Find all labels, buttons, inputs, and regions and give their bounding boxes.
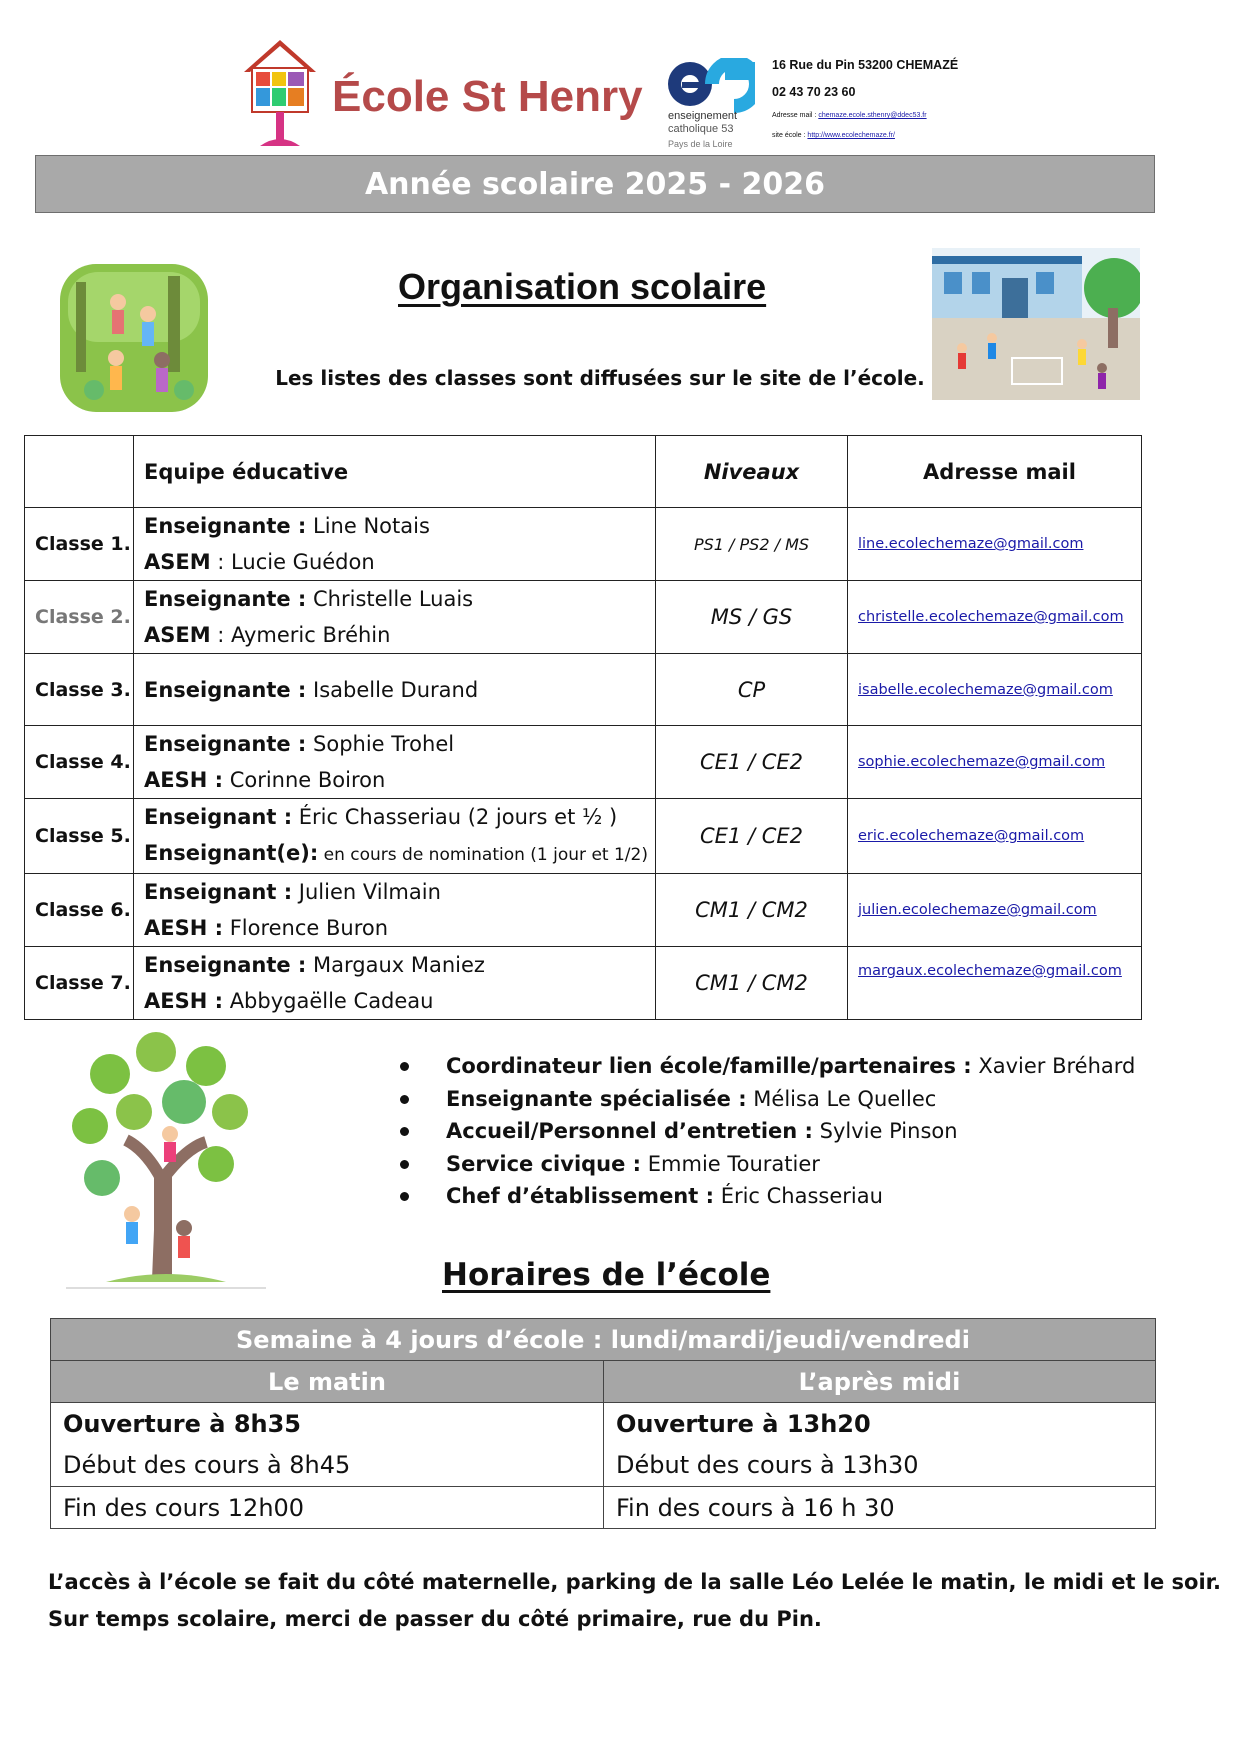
header-class — [25, 436, 134, 508]
class-name: Classe 2. — [25, 581, 134, 654]
header-level: Niveaux — [656, 436, 848, 508]
staff-name: : Aymeric Bréhin — [210, 623, 391, 647]
table-row — [25, 799, 1142, 874]
staff-name: Margaux Maniez — [306, 953, 485, 977]
school-name: École St Henry — [332, 72, 643, 121]
afternoon-end: Fin des cours à 16 h 30 — [604, 1487, 1156, 1529]
class-name: Classe 1. — [25, 508, 134, 581]
ec-logo-text-3: Pays de la Loire — [668, 139, 733, 149]
list-item — [446, 1115, 1135, 1148]
morning-end: Fin des cours 12h00 — [51, 1487, 604, 1529]
teacher-mail-link[interactable]: sophie.ecolechemaze@gmail.com — [858, 754, 1106, 770]
mail-cell — [848, 947, 1142, 1020]
ec-logo-text-2: catholique 53 — [668, 123, 734, 135]
staff-role: Enseignante spécialisée : — [446, 1086, 747, 1111]
staff-name: en cours de nomination (1 jour et 1/2) — [318, 845, 648, 865]
staff-name: Éric Chasseriau — [714, 1184, 883, 1208]
role-label: ASEM — [144, 550, 211, 574]
mail-cell — [848, 508, 1142, 581]
level-cell: CP — [656, 654, 848, 726]
ec-logo-text-1: enseignement — [668, 110, 738, 122]
level-cell: CE1 / CE2 — [656, 799, 848, 874]
morning-open: Ouverture à 8h35 — [63, 1409, 302, 1438]
role-label: AESH : — [144, 916, 224, 940]
morning-start: Début des cours à 8h45 — [63, 1450, 351, 1479]
teacher-mail-link[interactable]: julien.ecolechemaze@gmail.com — [858, 902, 1097, 918]
mail-cell — [848, 799, 1142, 874]
role-label: Enseignante : — [144, 514, 307, 538]
school-year-banner: Année scolaire 2025 - 2026 — [35, 155, 1155, 213]
level-cell: CM1 / CM2 — [656, 947, 848, 1020]
staff-name: Abbygaëlle Cadeau — [223, 989, 434, 1013]
staff-name: Emmie Touratier — [641, 1151, 820, 1176]
table-row — [51, 1403, 1156, 1487]
level-cell: PS1 / PS2 / MS — [656, 508, 848, 581]
level-cell: MS / GS — [656, 581, 848, 654]
bullet-icon — [400, 1160, 409, 1169]
school-phone: 02 43 70 23 60 — [772, 85, 856, 99]
staff-name: Line Notais — [306, 514, 430, 538]
table-row — [51, 1487, 1156, 1529]
bullet-icon — [400, 1192, 409, 1201]
header-mail: Adresse mail — [848, 436, 1142, 508]
week-row — [51, 1319, 1156, 1361]
team-cell — [134, 947, 656, 1020]
role-label: ASEM — [144, 623, 211, 647]
level-cell: CE1 / CE2 — [656, 726, 848, 799]
week-header: Semaine à 4 jours d’école : lundi/mardi/jeudi/vendredi — [51, 1319, 1156, 1361]
team-cell — [134, 799, 656, 874]
team-cell — [134, 874, 656, 947]
role-label: Enseignante : — [144, 732, 307, 756]
class-name: Classe 7. — [25, 947, 134, 1020]
team-cell — [134, 726, 656, 799]
staff-name: Florence Buron — [223, 916, 389, 940]
list-item — [446, 1083, 1135, 1116]
forest-children-image-icon — [58, 262, 210, 414]
team-cell — [134, 581, 656, 654]
staff-name: Éric Chasseriau (2 jours et ½ ) — [292, 805, 618, 829]
teacher-mail-link[interactable]: eric.ecolechemaze@gmail.com — [858, 828, 1085, 844]
staff-name: Xavier Bréhard — [971, 1054, 1136, 1078]
staff-name: : Lucie Guédon — [210, 550, 375, 574]
team-cell — [134, 654, 656, 726]
mail-cell — [848, 581, 1142, 654]
staff-name: Isabelle Durand — [306, 677, 479, 702]
class-name: Classe 6. — [25, 874, 134, 947]
staff-role: Service civique : — [446, 1151, 642, 1176]
class-name: Classe 5. — [25, 799, 134, 874]
list-item — [446, 1180, 1135, 1213]
afternoon-header: L’après midi — [604, 1361, 1156, 1403]
header-team: Equipe éducative — [134, 436, 656, 508]
class-name: Classe 4. — [25, 726, 134, 799]
school-site-line — [772, 132, 895, 139]
table-row — [25, 581, 1142, 654]
afternoon-open: Ouverture à 13h20 — [616, 1409, 871, 1438]
class-lists-note-text: Les listes des classes sont diffusées sur le site de l’école. — [275, 366, 925, 390]
class-name: Classe 3. — [25, 654, 134, 726]
teacher-mail-link[interactable]: line.ecolechemaze@gmail.com — [858, 536, 1084, 552]
role-label: Enseignante : — [144, 587, 307, 611]
mail-cell — [848, 874, 1142, 947]
role-label: Enseignant(e): — [144, 841, 319, 865]
hours-title: Horaires de l’école — [442, 1257, 771, 1293]
school-address: 16 Rue du Pin 53200 CHEMAZÉ — [772, 58, 959, 72]
access-note-2: Sur temps scolaire, merci de passer du côté primaire, rue du Pin. — [48, 1607, 822, 1631]
access-note-1: L’accès à l’école se fait du côté maternelle, parking de la salle Léo Lelée le matin, le midi et le soir. — [48, 1570, 1222, 1594]
morning-header: Le matin — [51, 1361, 604, 1403]
afternoon-start: Début des cours à 13h30 — [616, 1450, 919, 1479]
table-row — [25, 874, 1142, 947]
teacher-mail-link[interactable]: margaux.ecolechemaze@gmail.com — [858, 963, 1122, 979]
tree-children-image-icon — [66, 1030, 266, 1290]
staff-name: Sylvie Pinson — [812, 1119, 958, 1143]
page-title: Organisation scolaire — [398, 266, 767, 307]
bullet-icon — [400, 1095, 409, 1104]
staff-role: Coordinateur lien école/famille/partenaires : — [446, 1054, 972, 1078]
bullet-icon — [400, 1062, 409, 1071]
list-item — [446, 1050, 1135, 1083]
table-row — [25, 508, 1142, 581]
class-lists-note — [0, 366, 1200, 390]
teacher-mail-link[interactable]: isabelle.ecolechemaze@gmail.com — [858, 681, 1113, 698]
role-label: Enseignant : — [144, 805, 293, 829]
staff-name: Corinne Boiron — [223, 768, 386, 792]
bullet-icon — [400, 1127, 409, 1136]
role-label: Enseignante : — [144, 953, 307, 977]
morning-start-cell — [51, 1403, 604, 1487]
list-item — [446, 1148, 1135, 1181]
mail-cell — [848, 654, 1142, 726]
staff-name: Mélisa Le Quellec — [746, 1086, 937, 1111]
table-row — [25, 726, 1142, 799]
house-tree-logo-icon — [240, 38, 320, 150]
staff-name: Julien Vilmain — [292, 880, 441, 904]
staff-name: Sophie Trohel — [306, 732, 455, 756]
staff-role: Accueil/Personnel d’entretien : — [446, 1119, 813, 1143]
period-header-row — [51, 1361, 1156, 1403]
role-label: AESH : — [144, 989, 224, 1013]
teacher-mail-link[interactable]: christelle.ecolechemaze@gmail.com — [858, 609, 1124, 625]
staff-name: Christelle Luais — [306, 587, 474, 611]
team-cell — [134, 508, 656, 581]
mail-label: Adresse mail : — [772, 112, 817, 119]
site-label: site école : — [772, 132, 806, 139]
afternoon-start-cell — [604, 1403, 1156, 1487]
school-mail-link[interactable]: chemaze.ecole.sthenry@ddec53.fr — [818, 112, 927, 119]
table-header-row — [25, 436, 1142, 508]
role-label: Enseignant : — [144, 880, 293, 904]
mail-cell — [848, 726, 1142, 799]
other-staff-list — [446, 1050, 1135, 1213]
role-label: Enseignante : — [144, 677, 307, 702]
school-site-link[interactable]: http://www.ecolechemaze.fr/ — [807, 132, 895, 139]
level-cell: CM1 / CM2 — [656, 874, 848, 947]
table-row — [25, 947, 1142, 1020]
role-label: AESH : — [144, 768, 224, 792]
school-mail-line — [772, 112, 927, 119]
table-row — [25, 654, 1142, 726]
staff-role: Chef d’établissement : — [446, 1184, 715, 1208]
staff-table — [24, 435, 1142, 1020]
hours-table — [50, 1318, 1156, 1529]
